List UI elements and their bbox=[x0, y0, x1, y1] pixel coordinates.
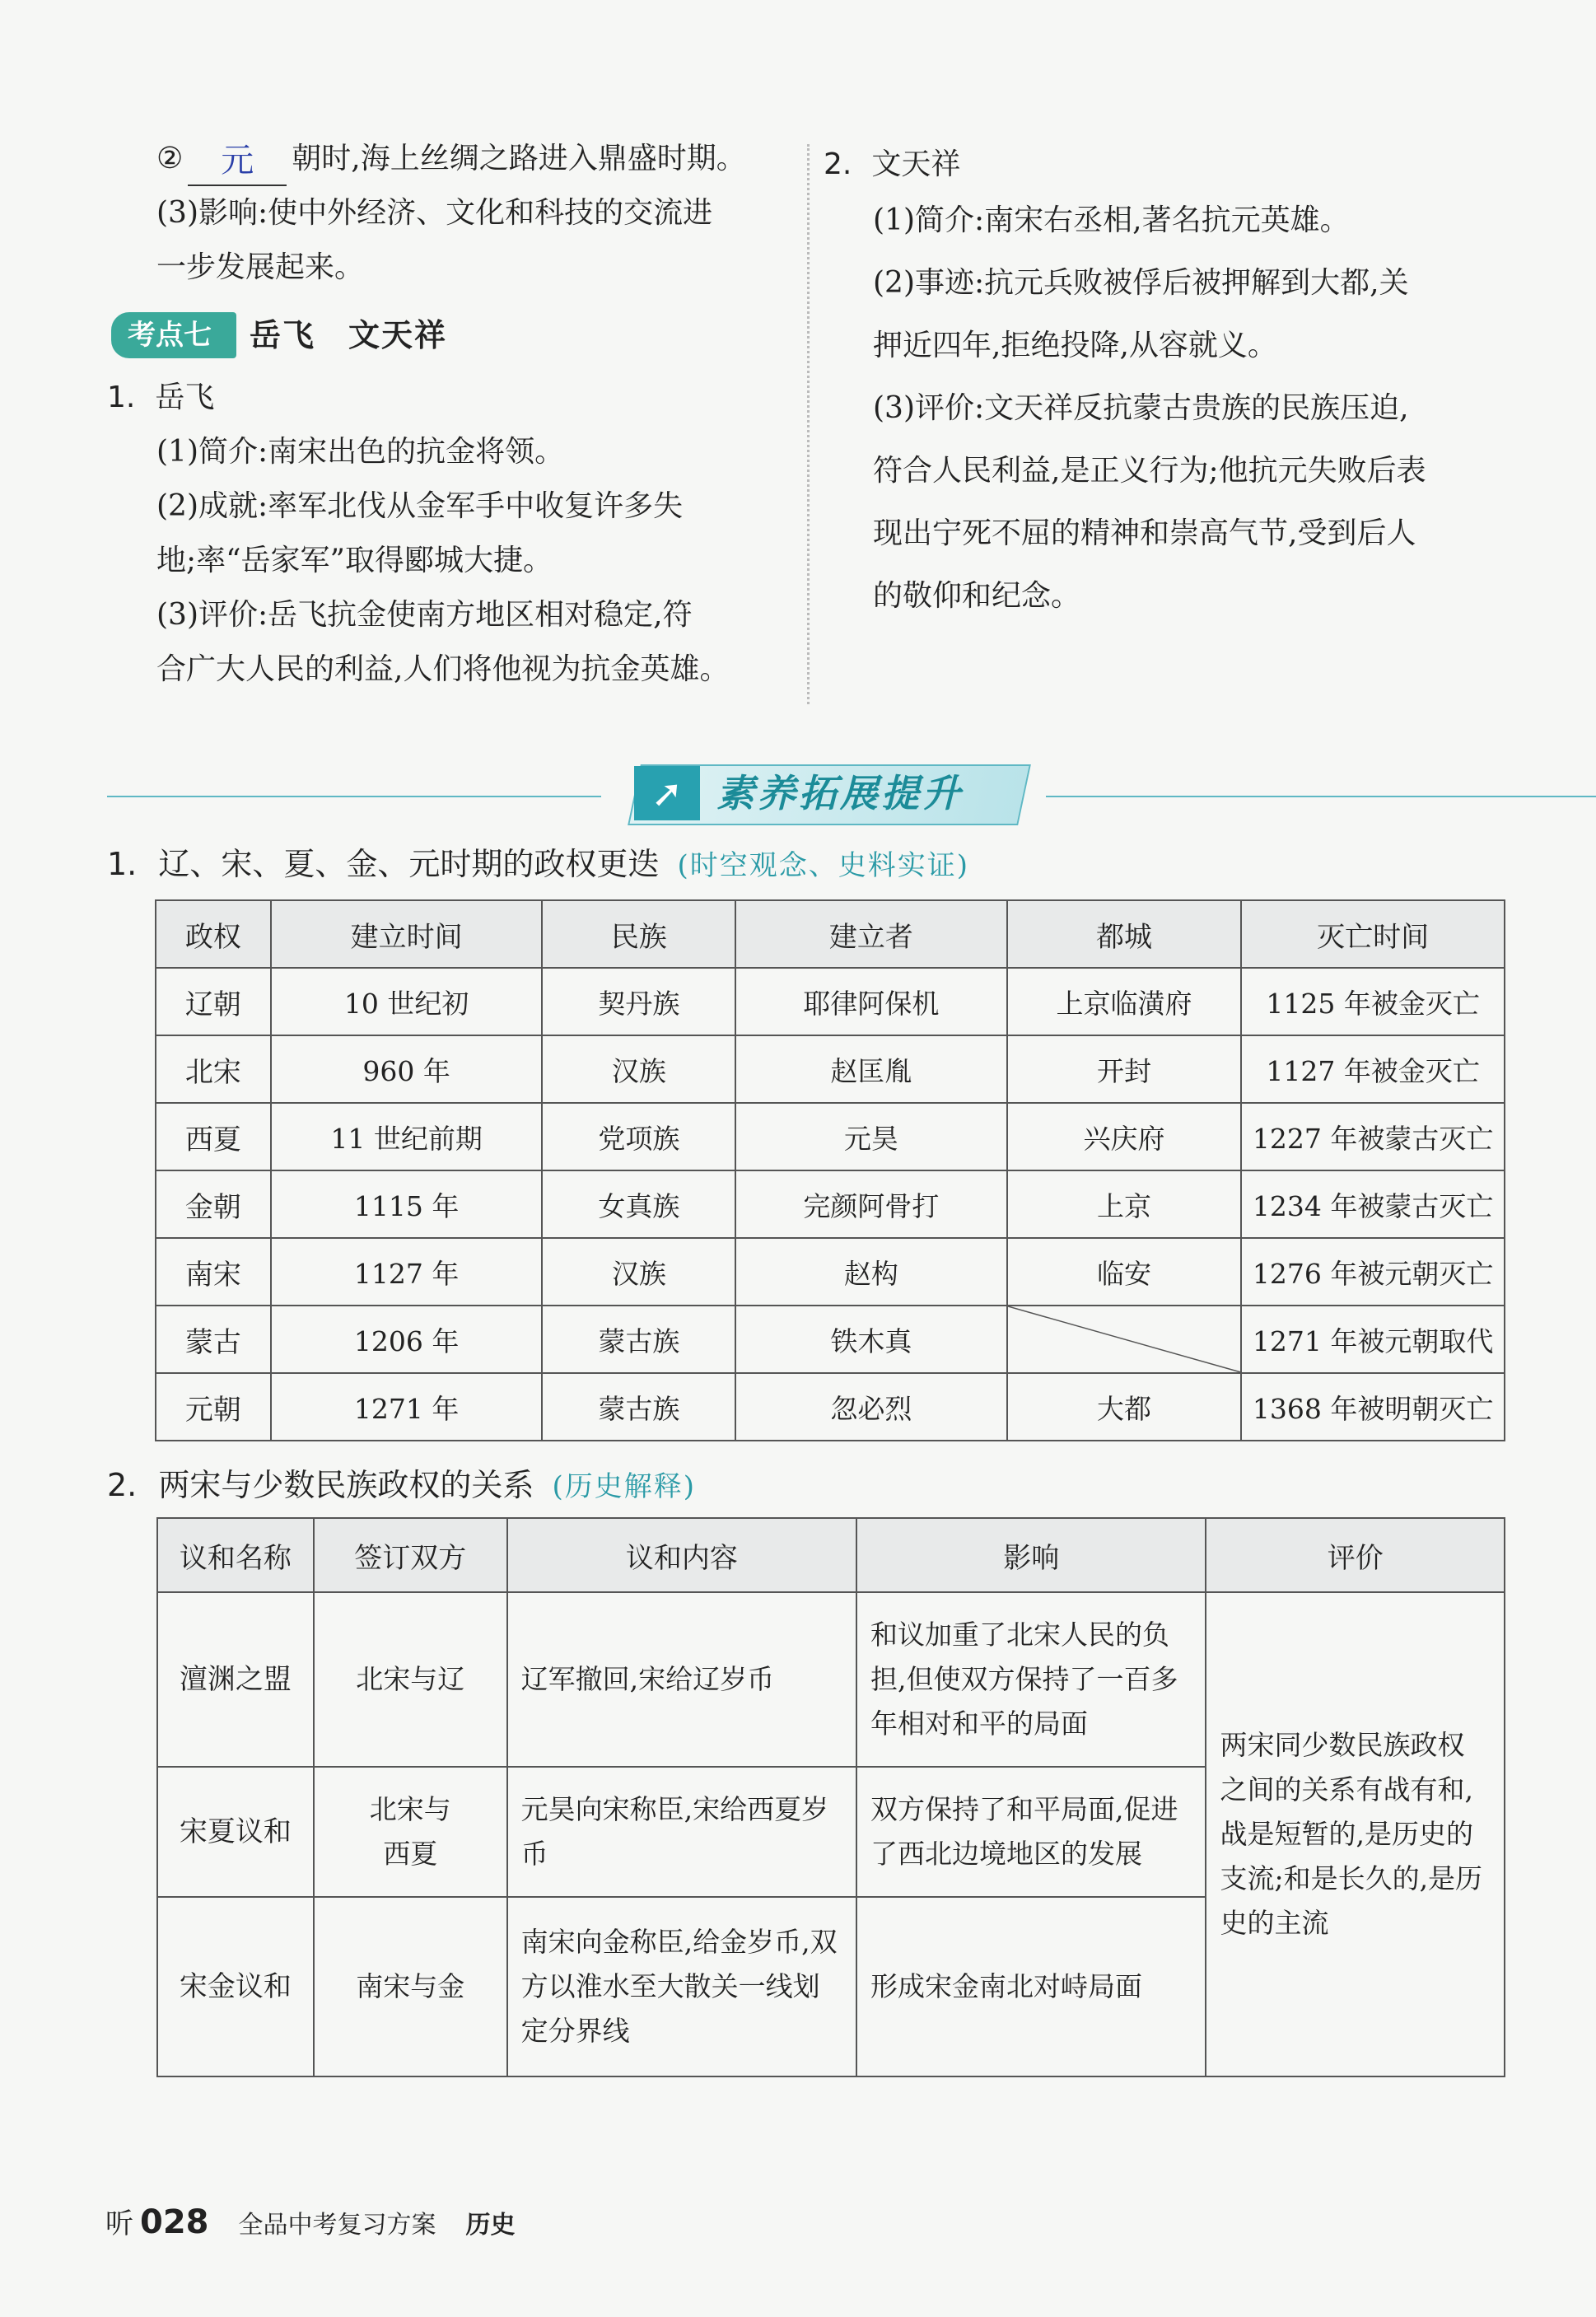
table-row bbox=[156, 1103, 1505, 1170]
table-cell: 蒙古族 bbox=[542, 1373, 735, 1441]
table-cell: 1276 年被元朝灭亡 bbox=[1241, 1238, 1505, 1306]
wentianxiang-line: 现出宁死不屈的精神和崇高气节,受到后人 bbox=[873, 516, 1416, 550]
wentianxiang-number: 2. bbox=[824, 147, 852, 181]
table-row bbox=[156, 1170, 1505, 1238]
table-row bbox=[156, 1035, 1505, 1103]
section-banner bbox=[107, 758, 1507, 832]
table-cell: 南宋向金称臣,给金岁币,双方以淮水至大散关一线划定分界线 bbox=[507, 1897, 856, 2076]
q1-tag: (时空观念、史料实证) bbox=[677, 849, 969, 882]
table-header: 议和内容 bbox=[507, 1518, 856, 1592]
table-header-row bbox=[156, 900, 1505, 968]
banner-rule-right bbox=[1046, 796, 1596, 797]
column-divider bbox=[807, 144, 810, 704]
table-cell: 1271 年 bbox=[271, 1373, 543, 1441]
table-header: 建立者 bbox=[735, 900, 1007, 968]
table-cell: 党项族 bbox=[542, 1103, 735, 1170]
table-header: 灭亡时间 bbox=[1241, 900, 1505, 968]
table-cell: 北宋与西夏 bbox=[314, 1767, 507, 1897]
treaty-table bbox=[156, 1517, 1505, 2077]
banner-title: 素养拓展提升 bbox=[716, 771, 964, 815]
yuefei-line: (1)简介:南宋出色的抗金将领。 bbox=[156, 435, 565, 469]
table-header: 签订双方 bbox=[314, 1518, 507, 1592]
table-cell: 上京临潢府 bbox=[1007, 968, 1242, 1035]
q2-number: 2. bbox=[107, 1467, 138, 1503]
influence-line-cont: 一步发展起来。 bbox=[156, 250, 365, 284]
table-cell: 1271 年被元朝取代 bbox=[1241, 1306, 1505, 1373]
table-row bbox=[157, 1592, 1505, 1767]
table-cell: 蒙古 bbox=[156, 1306, 271, 1373]
table-cell: 铁木真 bbox=[735, 1306, 1007, 1373]
table-cell: 辽军撤回,宋给辽岁币 bbox=[507, 1592, 856, 1767]
empty-diagonal-cell bbox=[1007, 1306, 1242, 1373]
yuefei-line: 地;率“岳家军”取得郾城大捷。 bbox=[156, 544, 553, 577]
table-cell: 辽朝 bbox=[156, 968, 271, 1035]
table-cell: 女真族 bbox=[542, 1170, 735, 1238]
table-cell: 赵构 bbox=[735, 1238, 1007, 1306]
wentianxiang-line: 押近四年,拒绝投降,从容就义。 bbox=[873, 329, 1277, 362]
yuefei-line: 合广大人民的利益,人们将他视为抗金英雄。 bbox=[156, 652, 730, 686]
table-cell: 耶律阿保机 bbox=[735, 968, 1007, 1035]
influence-line: (3)影响:使中外经济、文化和科技的交流进 bbox=[156, 196, 713, 230]
table-cell: 元昊 bbox=[735, 1103, 1007, 1170]
table-cell: 11 世纪前期 bbox=[271, 1103, 543, 1170]
book-title: 全品中考复习方案 bbox=[238, 2211, 436, 2240]
wentianxiang-line: (3)评价:文天祥反抗蒙古贵族的民族压迫, bbox=[873, 391, 1409, 425]
page-number: 028 bbox=[140, 2203, 209, 2241]
table-cell: 元朝 bbox=[156, 1373, 271, 1441]
wentianxiang-line: (1)简介:南宋右丞相,著名抗元英雄。 bbox=[873, 203, 1350, 237]
yuefei-line: (2)成就:率军北伐从金军手中收复许多失 bbox=[156, 489, 684, 523]
handwritten-answer: 元 bbox=[221, 142, 254, 180]
table-cell: 金朝 bbox=[156, 1170, 271, 1238]
arrow-up-right-icon: ➚ bbox=[634, 766, 700, 820]
kaodian-badge: 考点七 bbox=[111, 312, 236, 358]
silk-road-text: 朝时,海上丝绸之路进入鼎盛时期。 bbox=[292, 142, 746, 175]
table-cell: 赵匡胤 bbox=[735, 1035, 1007, 1103]
table-cell: 临安 bbox=[1007, 1238, 1242, 1306]
q2-tag: (历史解释) bbox=[552, 1470, 696, 1503]
table-cell: 南宋 bbox=[156, 1238, 271, 1306]
table-cell: 1115 年 bbox=[271, 1170, 543, 1238]
table-cell: 1125 年被金灭亡 bbox=[1241, 968, 1505, 1035]
table-cell: 形成宋金南北对峙局面 bbox=[856, 1897, 1206, 2076]
table-cell: 上京 bbox=[1007, 1170, 1242, 1238]
q2-title: 两宋与少数民族政权的关系 bbox=[158, 1467, 534, 1503]
table-cell: 蒙古族 bbox=[542, 1306, 735, 1373]
kaodian-heading bbox=[111, 308, 791, 362]
top-right-column bbox=[824, 140, 1515, 628]
table-cell: 忽必烈 bbox=[735, 1373, 1007, 1441]
table-cell: 兴庆府 bbox=[1007, 1103, 1242, 1170]
kaodian-title: 岳飞 文天祥 bbox=[250, 317, 448, 353]
table-cell: 北宋与辽 bbox=[314, 1592, 507, 1767]
table-cell: 汉族 bbox=[542, 1035, 735, 1103]
subject-label: 历史 bbox=[465, 2211, 516, 2240]
table-cell: 北宋 bbox=[156, 1035, 271, 1103]
table-cell: 1368 年被明朝灭亡 bbox=[1241, 1373, 1505, 1441]
table-cell: 澶渊之盟 bbox=[157, 1592, 314, 1767]
wentianxiang-line: 的敬仰和纪念。 bbox=[873, 579, 1081, 613]
table-cell: 宋金议和 bbox=[157, 1897, 314, 2076]
table-row bbox=[156, 968, 1505, 1035]
table-cell: 960 年 bbox=[271, 1035, 543, 1103]
table-cell: 1127 年被金灭亡 bbox=[1241, 1035, 1505, 1103]
wentianxiang-line: (2)事迹:抗元兵败被俘后被押解到大都,关 bbox=[873, 266, 1409, 300]
table-cell: 契丹族 bbox=[542, 968, 735, 1035]
table-cell: 汉族 bbox=[542, 1238, 735, 1306]
table-row bbox=[156, 1306, 1505, 1373]
regime-table bbox=[155, 899, 1505, 1441]
table-header: 议和名称 bbox=[157, 1518, 314, 1592]
banner-rule-left bbox=[107, 796, 601, 797]
table-cell: 双方保持了和平局面,促进了西北边境地区的发展 bbox=[856, 1767, 1206, 1897]
circled-number: ② bbox=[156, 142, 184, 175]
answer-blank bbox=[188, 142, 287, 186]
q1-heading bbox=[107, 839, 969, 884]
table-header: 政权 bbox=[156, 900, 271, 968]
table-cell: 和议加重了北宋人民的负担,但使双方保持了一百多年相对和平的局面 bbox=[856, 1592, 1206, 1767]
table-cell: 宋夏议和 bbox=[157, 1767, 314, 1897]
table-header: 民族 bbox=[542, 900, 735, 968]
silk-road-line bbox=[156, 132, 791, 186]
diagonal-line bbox=[1008, 1306, 1241, 1372]
table-cell: 开封 bbox=[1007, 1035, 1242, 1103]
yuefei-title: 岳飞 bbox=[155, 381, 215, 414]
table-header-row bbox=[157, 1518, 1505, 1592]
table-header: 都城 bbox=[1007, 900, 1242, 968]
table-cell: 1127 年 bbox=[271, 1238, 543, 1306]
yuefei-heading bbox=[107, 371, 791, 425]
table-header: 影响 bbox=[856, 1518, 1206, 1592]
footer-ting: 听 bbox=[105, 2207, 133, 2240]
wentianxiang-body bbox=[824, 189, 1515, 628]
evaluation-cell: 两宋同少数民族政权之间的关系有战有和,战是短暂的,是历史的支流;和是长久的,是历史的主流 bbox=[1206, 1592, 1505, 2076]
table-cell: 1234 年被蒙古灭亡 bbox=[1241, 1170, 1505, 1238]
yuefei-number: 1. bbox=[107, 381, 136, 414]
wentianxiang-line: 符合人民利益,是正义行为;他抗元失败后表 bbox=[873, 454, 1426, 488]
page-footer bbox=[105, 2201, 516, 2241]
q1-number: 1. bbox=[107, 846, 138, 882]
table-cell: 西夏 bbox=[156, 1103, 271, 1170]
table-header: 建立时间 bbox=[271, 900, 543, 968]
wentianxiang-heading bbox=[824, 140, 1515, 189]
table-cell: 1206 年 bbox=[271, 1306, 543, 1373]
table-header: 评价 bbox=[1206, 1518, 1505, 1592]
table-cell: 元昊向宋称臣,宋给西夏岁币 bbox=[507, 1767, 856, 1897]
table-cell: 南宋与金 bbox=[314, 1897, 507, 2076]
table-cell: 1227 年被蒙古灭亡 bbox=[1241, 1103, 1505, 1170]
yuefei-line: (3)评价:岳飞抗金使南方地区相对稳定,符 bbox=[156, 598, 693, 632]
wentianxiang-title: 文天祥 bbox=[871, 147, 961, 181]
table-row bbox=[156, 1238, 1505, 1306]
q2-heading bbox=[107, 1460, 696, 1505]
table-cell: 大都 bbox=[1007, 1373, 1242, 1441]
table-cell: 10 世纪初 bbox=[271, 968, 543, 1035]
q1-title: 辽、宋、夏、金、元时期的政权更迭 bbox=[158, 846, 660, 882]
table-row bbox=[156, 1373, 1505, 1441]
table-cell: 完颜阿骨打 bbox=[735, 1170, 1007, 1238]
top-left-column bbox=[107, 132, 791, 697]
